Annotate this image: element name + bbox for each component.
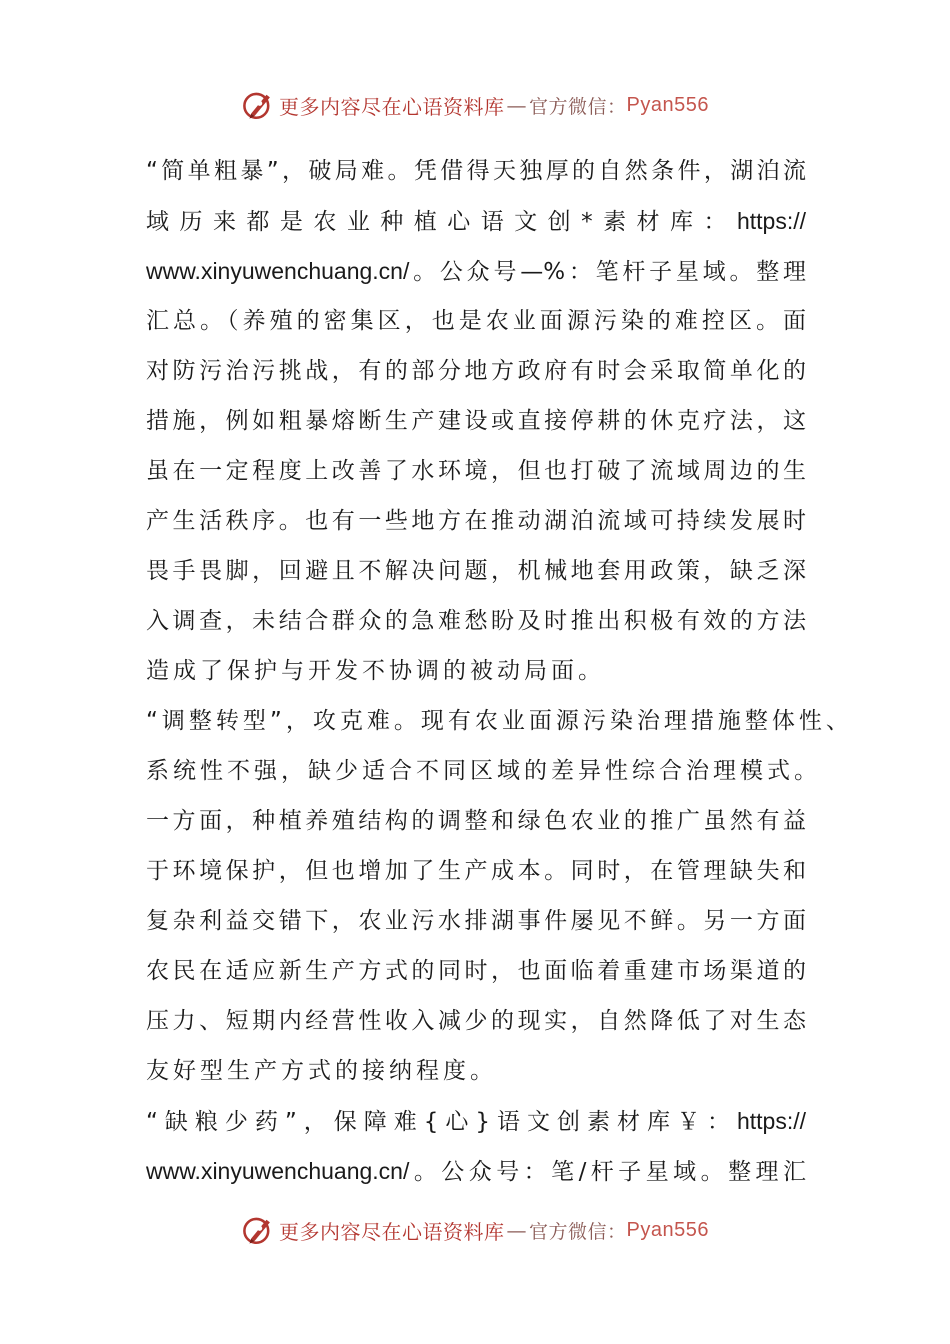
pen-circle-logo-icon (241, 88, 275, 122)
url-link[interactable]: www.xinyuwenchuang.cn/ (146, 1158, 410, 1184)
text-line: 入调查，未结合群众的急难愁盼及时推出积极有效的方法 (146, 608, 806, 634)
text-line: 复杂利益交错下，农业污水排湖事件屡见不鲜。另一方面 (146, 908, 806, 934)
text-line (146, 1146, 806, 1196)
text-line: 虽在一定程度上改善了水环境，但也打破了流域周边的生 (146, 458, 806, 484)
text-line: 对防污治污挑战，有的部分地方政府有时会采取简单化的 (146, 358, 806, 384)
text-line: 系统性不强，缺少适合不同区域的差异性综合治理模式。 (146, 758, 821, 784)
banner-separator: — (506, 1218, 527, 1242)
header-watermark-banner (0, 85, 950, 125)
line-text: “缺粮少药”，保障难{心}语文创素材库￥： (146, 1109, 737, 1135)
text-line: 措施，例如粗暴熔断生产建设或直接停耕的休克疗法，这 (146, 408, 806, 434)
line-text: 。公众号—%：笔杆子星域。整理 (409, 259, 806, 285)
banner-official-label: 官方微信： (529, 1220, 627, 1243)
text-line (146, 196, 806, 246)
text-line: 压力、短期内经营性收入减少的现实，自然降低了对生态 (146, 1008, 806, 1034)
url-link[interactable]: https:// (736, 1108, 806, 1134)
line-text: 。公众号：笔/杆子星域。整理汇 (409, 1159, 806, 1185)
banner-separator: — (506, 93, 527, 117)
text-line: 产生活秩序。也有一些地方在推动湖泊流域可持续发展时 (146, 508, 806, 534)
text-line: 友好型生产方式的接纳程度。 (146, 1058, 497, 1084)
url-link[interactable]: www.xinyuwenchuang.cn/ (146, 258, 410, 284)
text-line: 农民在适应新生产方式的同时，也面临着重建市场渠道的 (146, 958, 806, 984)
text-line: 于环境保护，但也增加了生产成本。同时，在管理缺失和 (146, 858, 806, 884)
text-line: “简单粗暴”，破局难。凭借得天独厚的自然条件，湖泊流 (146, 158, 806, 184)
banner-account: Pyan556 (626, 93, 709, 116)
banner-official-label: 官方微信： (529, 95, 627, 118)
text-line: 造成了保护与开发不协调的被动局面。 (146, 658, 605, 684)
text-line: 畏手畏脚，回避且不解决问题，机械地套用政策，缺乏深 (146, 558, 806, 584)
footer-watermark-banner (0, 1210, 950, 1250)
url-link[interactable]: https:// (736, 208, 806, 234)
pen-circle-logo-icon (241, 1213, 275, 1247)
text-line (146, 1096, 806, 1146)
banner-account: Pyan556 (626, 1218, 709, 1241)
banner-main-text: 更多内容尽在心语资料库 (279, 94, 505, 119)
text-line: 汇总。（养殖的密集区，也是农业面源污染的难控区。面 (146, 308, 806, 334)
document-body (146, 146, 853, 1196)
text-line (146, 246, 806, 296)
text-line: 一方面，种植养殖结构的调整和绿色农业的推广虽然有益 (146, 808, 806, 834)
text-line: “调整转型”，攻克难。现有农业面源污染治理措施整体性、 (146, 708, 853, 734)
banner-main-text: 更多内容尽在心语资料库 (279, 1219, 505, 1244)
line-text: 域历来都是农业种植心语文创*素材库： (146, 209, 737, 235)
